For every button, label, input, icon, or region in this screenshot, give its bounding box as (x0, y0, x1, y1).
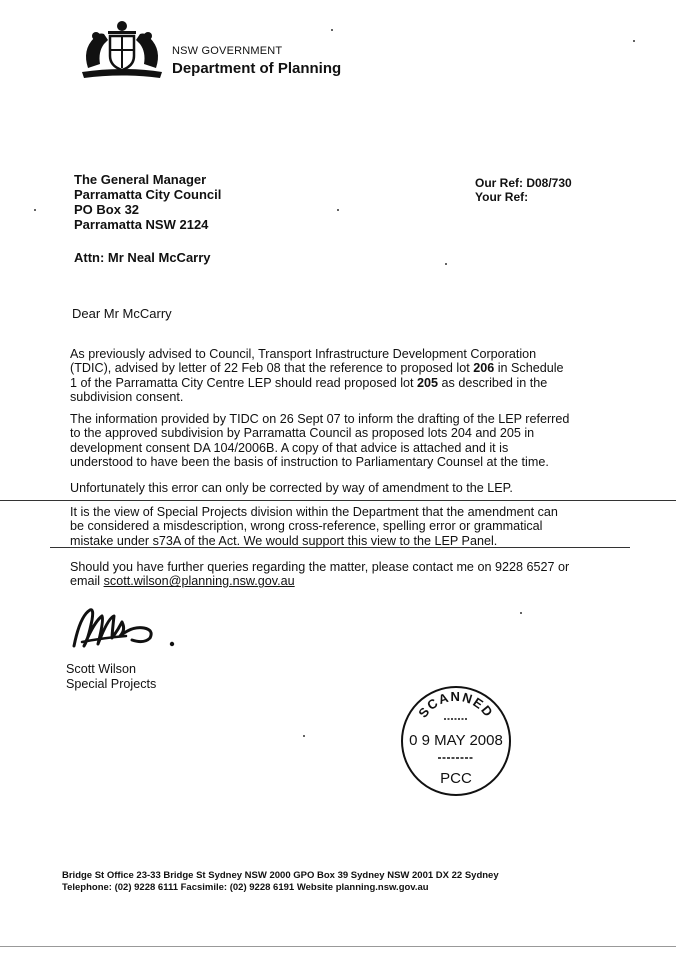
stamp-top-text: SCANNED (415, 689, 497, 721)
stamp-date: 0 9 MAY 2008 (409, 732, 503, 749)
lot-number: 205 (417, 375, 439, 390)
footer-contact (62, 870, 499, 893)
salutation: Dear Mr McCarry (72, 306, 172, 321)
paragraph-text: as described in the subdivision consent. (70, 375, 548, 405)
handwritten-signature (64, 602, 194, 662)
reference-block (475, 176, 572, 204)
bottom-edge-line (0, 946, 676, 947)
recipient-address (74, 172, 221, 232)
paragraph-3: Unfortunately this error can only be corrected by way of amendment to the LEP. (70, 481, 513, 495)
paragraph-5 (70, 560, 570, 589)
scan-speck (520, 612, 522, 614)
recipient-line: Parramatta NSW 2124 (74, 217, 209, 232)
department-name: Department of Planning (172, 60, 342, 77)
scan-speck (331, 29, 333, 31)
recipient-line: The General Manager (74, 172, 207, 187)
email-link[interactable]: scott.wilson@planning.nsw.gov.au (103, 574, 295, 589)
signer-name: Scott Wilson (66, 662, 136, 676)
our-ref: Our Ref: D08/730 (475, 176, 572, 190)
signer-title: Special Projects (66, 677, 157, 691)
paragraph-text: As previously advised to Council, Transport Infrastructure Development Corporation (TDIC), advised by letter of 22 Feb 08 that the reference to proposed lot (70, 347, 537, 376)
recipient-line: PO Box 32 (74, 202, 140, 217)
scan-speck (633, 40, 635, 42)
scan-speck (303, 735, 305, 737)
stamp-office: PCC (440, 770, 472, 787)
scan-speck (445, 263, 447, 265)
nsw-coat-of-arms-logo (78, 20, 166, 82)
scan-speck (337, 209, 339, 211)
scan-speck (34, 209, 36, 211)
paragraph-2: The information provided by TIDC on 26 Sept 07 to inform the drafting of the LEP referred to the approved subdivision by Parramatta Council as proposed lots 204 and 205 in development consent DA 104/2006B. A copy of that advice is attached and it is understood to have been the basis of instruction to Parliamentary Counsel at the time. (70, 412, 570, 470)
paragraph-text: in Schedule 1 of the Parramatta City Centre LEP should read proposed lot (70, 361, 564, 390)
government-name: NSW GOVERNMENT (172, 45, 283, 57)
paragraph-text: Should you have further queries regarding the matter, please contact me on 9228 6527 or email (70, 560, 570, 589)
divider-line (0, 500, 676, 501)
divider-line (50, 547, 630, 548)
signer-block (66, 662, 156, 692)
footer-address-line: Bridge St Office 23-33 Bridge St Sydney NSW 2000 GPO Box 39 Sydney NSW 2001 DX 22 Sydney (62, 870, 499, 881)
recipient-line: Parramatta City Council (74, 187, 222, 202)
lot-number: 206 (473, 361, 495, 376)
paragraph-4: It is the view of Special Projects division within the Department that the amendment can be considered a misdescription, wrong cross-reference, spelling error or grammatical mistake under s73A of the Act. We would support this view to the LEP Panel. (70, 505, 558, 548)
scanned-date-stamp (398, 683, 514, 799)
attention-line: Attn: Mr Neal McCarry (74, 250, 211, 265)
svg-text:SCANNED (415, 689, 496, 720)
footer-phone-line: Telephone: (02) 9228 6111 Facsimile: (02) 9228 6191 Website planning.nsw.gov.au (62, 881, 429, 893)
your-ref: Your Ref: (475, 190, 529, 204)
paragraph-1 (70, 347, 570, 405)
